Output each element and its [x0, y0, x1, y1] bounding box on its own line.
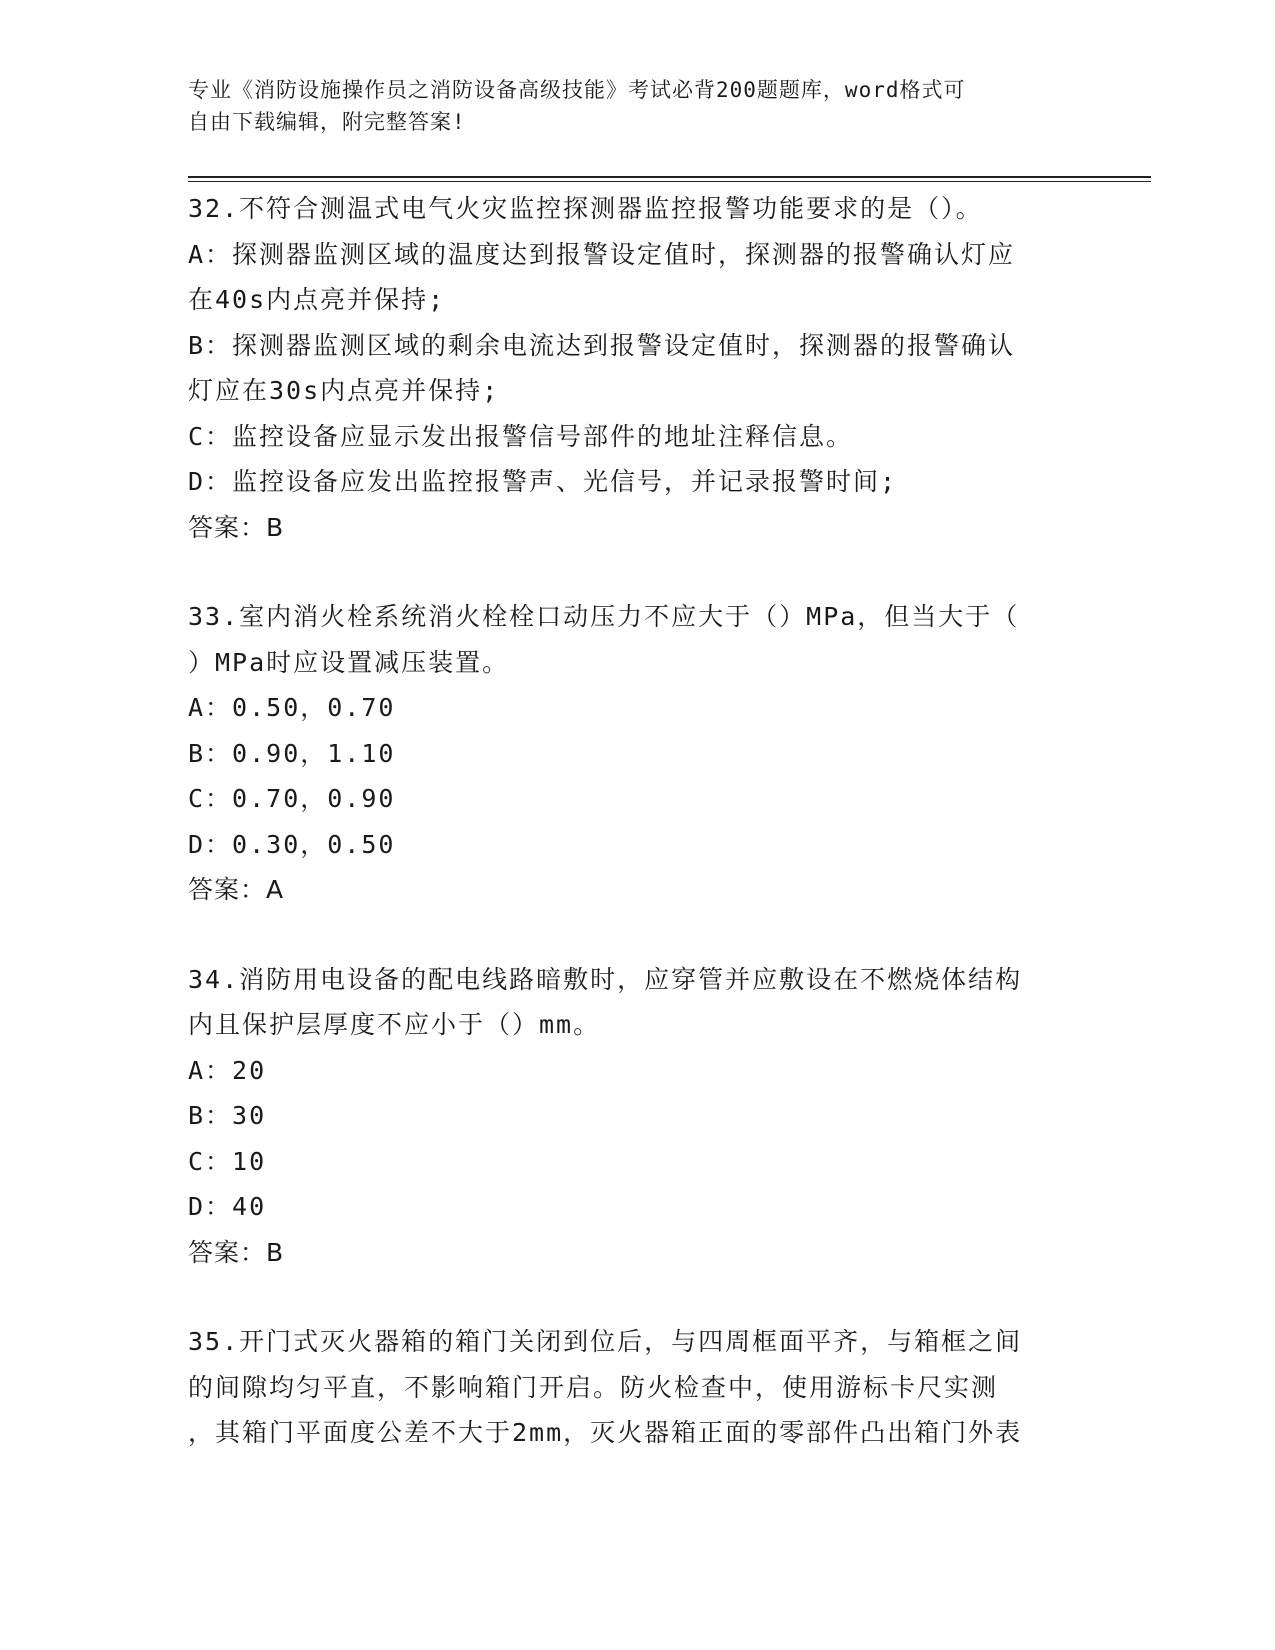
- question-option: A：20: [188, 1055, 267, 1085]
- header-line-2: 自由下载编辑，附完整答案!: [188, 110, 466, 134]
- question-35: [188, 1319, 1088, 1456]
- question-option: B：30: [188, 1101, 267, 1130]
- question-option: 在40s内点亮并保持;: [188, 285, 446, 314]
- header-divider-thick: [188, 176, 1151, 178]
- question-stem: ）MPa时应设置减压装置。: [188, 647, 510, 677]
- question-stem: 34.消防用电设备的配电线路暗敷时，应穿管并应敷设在不燃烧体结构: [188, 964, 1023, 994]
- question-answer: 答案：B: [188, 512, 285, 542]
- question-answer: 答案：A: [188, 875, 285, 904]
- question-option: C：0.70，0.90: [188, 784, 396, 813]
- question-option: B：探测器监测区域的剩余电流达到报警设定值时，探测器的报警确认: [188, 330, 1016, 360]
- header-divider-thin: [188, 181, 1151, 182]
- document-header: [188, 74, 1068, 138]
- question-stem: 内且保护层厚度不应小于（）mm。: [188, 1010, 601, 1039]
- question-option: 灯应在30s内点亮并保持;: [188, 376, 500, 405]
- question-list: [188, 186, 1088, 1500]
- question-stem: 33.室内消火栓系统消火栓栓口动压力不应大于（）MPa，但当大于（: [188, 602, 1020, 631]
- question-option: D：0.30，0.50: [188, 829, 396, 859]
- question-option: D：40: [188, 1192, 267, 1221]
- question-option: A：探测器监测区域的温度达到报警设定值时，探测器的报警确认灯应: [188, 239, 1016, 269]
- question-option: A：0.50，0.70: [188, 693, 396, 722]
- question-33: [188, 594, 1088, 913]
- header-line-1: 专业《消防设施操作员之消防设备高级技能》考试必背200题题库，word格式可: [188, 78, 966, 102]
- question-option: B：0.90，1.10: [188, 738, 396, 768]
- question-answer: 答案：B: [188, 1237, 285, 1267]
- question-stem: ，其箱门平面度公差不大于2mm，灭火器箱正面的零部件凸出箱门外表: [188, 1418, 1023, 1447]
- question-stem: 的间隙均匀平直，不影响箱门开启。防火检查中，使用游标卡尺实测: [188, 1372, 999, 1402]
- question-option: D：监控设备应发出监控报警声、光信号，并记录报警时间;: [188, 467, 898, 496]
- question-stem: 32.不符合测温式电气火灾监控探测器监控报警功能要求的是（）。: [188, 194, 983, 223]
- question-32: [188, 186, 1088, 550]
- question-stem: 35.开门式灭火器箱的箱门关闭到位后，与四周框面平齐，与箱框之间: [188, 1327, 1023, 1356]
- question-option: C：10: [188, 1146, 267, 1176]
- question-34: [188, 957, 1088, 1276]
- question-option: C：监控设备应显示发出报警信号部件的地址注释信息。: [188, 421, 854, 451]
